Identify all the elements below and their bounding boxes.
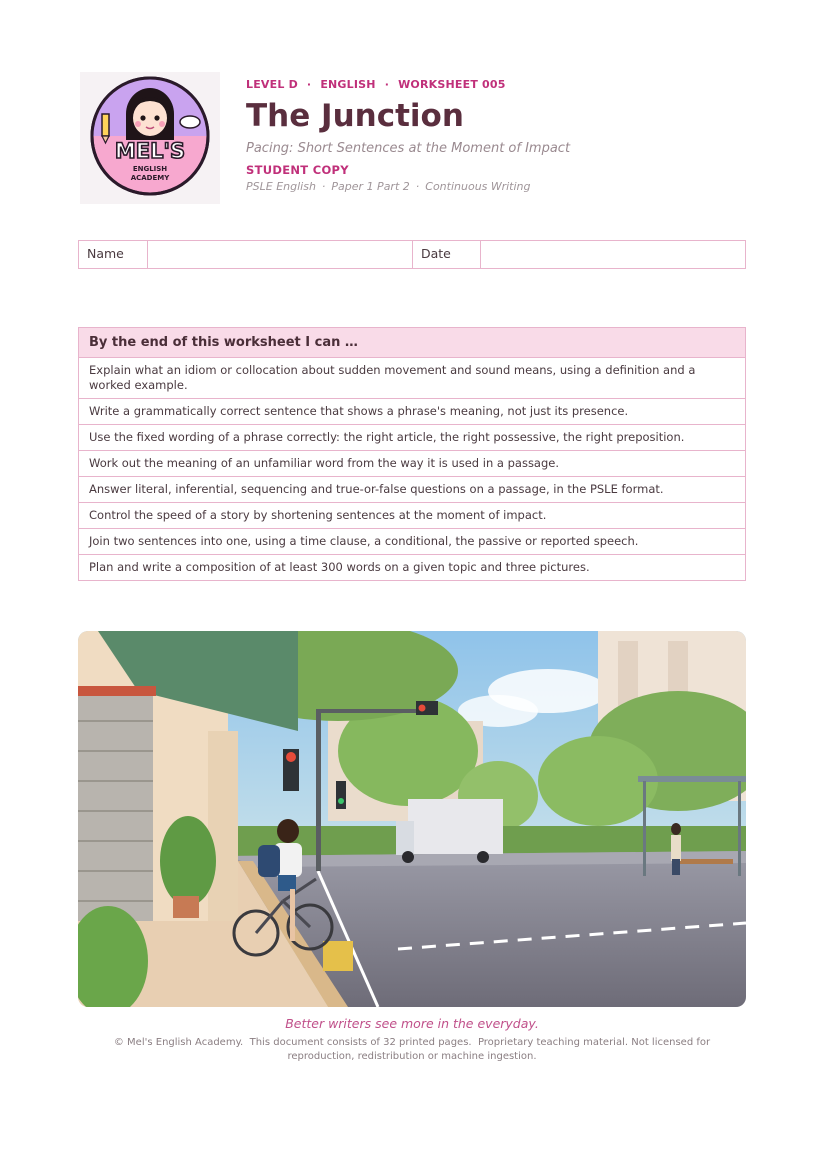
street-junction-illustration-icon [78, 631, 746, 1007]
tagline: Better writers see more in the everyday. [285, 1016, 539, 1031]
date-label: Date [413, 241, 481, 268]
objective-item: Answer literal, inferential, sequencing and true-or-false questions on a passage, in the PSLE format. [79, 477, 745, 503]
name-label: Name [79, 241, 148, 268]
objective-item: Use the fixed wording of a phrase correctly: the right article, the right possessive, the right preposition. [79, 425, 745, 451]
objective-item: Write a grammatically correct sentence that shows a phrase's meaning, not just its presence. [79, 399, 745, 425]
footer-pages: This document consists of 32 printed pages. [249, 1037, 472, 1048]
objective-item: Plan and write a composition of at least 300 words on a given topic and three pictures. [89, 560, 590, 574]
footer-notice [88, 1036, 736, 1064]
page-subtitle: Pacing: Short Sentences at the Moment of Impact [246, 141, 571, 156]
objective-item: Join two sentences into one, using a time clause, a conditional, the passive or reported speech. [79, 529, 745, 555]
learning-objectives-table [78, 327, 746, 581]
exam-info: PSLE English · Paper 1 Part 2 · Continuous Writing [246, 180, 531, 193]
academy-logo [80, 72, 220, 204]
objective-item: Control the speed of a story by shortening sentences at the moment of impact. [79, 503, 745, 529]
name-date-row [78, 240, 746, 269]
worksheet-header [246, 78, 766, 193]
level-label: LEVEL D [246, 78, 298, 91]
exam-section: Continuous Writing [425, 180, 531, 193]
copy-label: STUDENT COPY [246, 163, 349, 177]
date-field[interactable] [481, 241, 745, 268]
footer-license: Proprietary teaching material. Not licensed for reproduction, redistribution or machine ingestion. [287, 1037, 711, 1062]
worksheet-number: WORKSHEET 005 [398, 78, 506, 91]
objective-item: Explain what an idiom or collocation about sudden movement and sound means, using a definition and a worked example. [79, 358, 745, 399]
logo-text-english: ENGLISH [132, 165, 168, 173]
objectives-heading: By the end of this worksheet I can … [79, 328, 745, 358]
junction-illustration [78, 631, 746, 1007]
logo-text-mels: MEL'S [114, 139, 186, 163]
logo-text-academy: ACADEMY [130, 174, 170, 182]
subject-label: ENGLISH [320, 78, 376, 91]
mels-english-academy-logo-icon [80, 72, 220, 204]
objective-item: Work out the meaning of an unfamiliar word from the way it is used in a passage. [79, 451, 745, 477]
name-field[interactable] [148, 241, 413, 268]
page-title: The Junction [246, 98, 464, 134]
worksheet-meta: LEVEL D · ENGLISH · WORKSHEET 005 [246, 78, 506, 91]
exam-paper: Paper 1 Part 2 [331, 180, 410, 193]
footer-copyright: © Mel's English Academy. [113, 1037, 244, 1048]
exam-name: PSLE English [246, 180, 316, 193]
